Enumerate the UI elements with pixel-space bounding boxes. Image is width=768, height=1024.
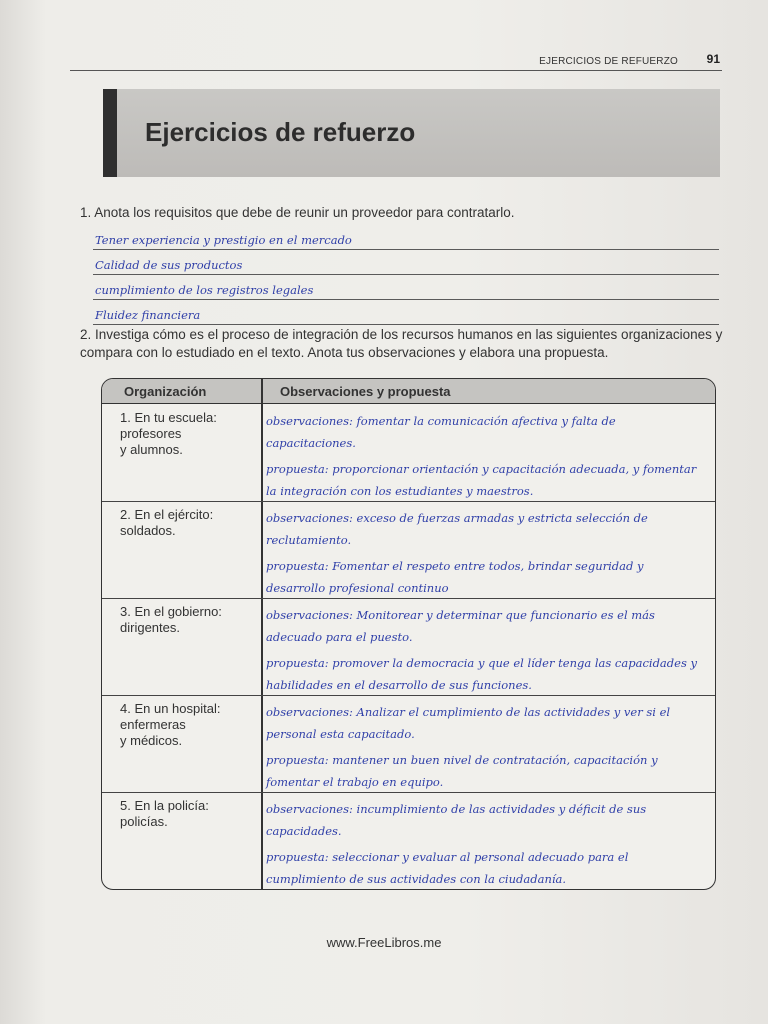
question-2-prompt: 2. Investiga cómo es el proceso de integración de los recursos humanos en las siguientes organizaciones y compara con lo estudiado en el texto. Anota tus observaciones y elabora una propuesta.: [80, 327, 723, 360]
table-row: [102, 695, 715, 793]
organization-cell: 4. En un hospital: enfermeras y médicos.: [120, 701, 221, 748]
table-row: [102, 792, 715, 889]
page-title: Ejercicios de refuerzo: [145, 117, 416, 147]
handwritten-observation: observaciones: incumplimiento de las actividades y déficit de sus capacidades.: [266, 802, 647, 838]
handwritten-observation: observaciones: Monitorear y determinar que funcionario es el más adecuado para el puesto.: [266, 608, 655, 644]
title-band: [103, 89, 720, 177]
observations-cell: [266, 507, 706, 603]
title-accent-bar: [103, 89, 117, 177]
handwritten-answer: cumplimiento de los registros legales: [95, 283, 314, 297]
organization-cell: 2. En el ejército: soldados.: [120, 507, 214, 538]
observations-cell: [266, 410, 706, 506]
observations-cell: [266, 604, 706, 700]
answer-line: [93, 275, 719, 300]
organizations-table: [101, 378, 716, 890]
handwritten-observation: observaciones: exceso de fuerzas armadas y estricta selección de reclutamiento.: [266, 511, 648, 547]
handwritten-proposal: propuesta: promover la democracia y que el líder tenga las capacidades y habilidades en el desarrollo de sus funciones.: [266, 656, 698, 692]
header-section-title: EJERCICIOS DE REFUERZO: [539, 56, 678, 67]
answer-line: [93, 300, 719, 325]
handwritten-answer: Tener experiencia y prestigio en el mercado: [95, 233, 352, 247]
table-row: [102, 598, 715, 696]
handwritten-observation: observaciones: Analizar el cumplimiento de las actividades y ver si el personal esta capacitado.: [266, 705, 671, 741]
answer-line: [93, 250, 719, 275]
handwritten-proposal: propuesta: Fomentar el respeto entre todos, brindar seguridad y desarrollo profesional continuo: [266, 559, 644, 595]
handwritten-answer: Calidad de sus productos: [95, 258, 243, 272]
question-1-answers: [93, 225, 719, 325]
table-row: [102, 404, 715, 502]
table-row: [102, 501, 715, 599]
organization-cell: 3. En el gobierno: dirigentes.: [120, 604, 222, 635]
handwritten-proposal: propuesta: proporcionar orientación y capacitación adecuada, y fomentar la integración con los estudiantes y maestros.: [266, 462, 697, 498]
question-1-prompt: 1. Anota los requisitos que debe de reunir un proveedor para contratarlo.: [80, 205, 515, 220]
handwritten-proposal: propuesta: seleccionar y evaluar al personal adecuado para el cumplimiento de sus actividades con la ciudadanía.: [266, 850, 629, 886]
observations-cell: [266, 798, 706, 890]
footer-url: www.FreeLibros.me: [326, 935, 442, 950]
handwritten-answer: Fluidez financiera: [95, 308, 201, 322]
observations-cell: [266, 701, 706, 797]
column-header-observations: Observaciones y propuesta: [280, 384, 451, 399]
table-header: [102, 379, 715, 404]
handwritten-proposal: propuesta: mantener un buen nivel de contratación, capacitación y fomentar el trabajo en equipo.: [266, 753, 658, 789]
page-number: 91: [706, 52, 720, 66]
organization-cell: 5. En la policía: policías.: [120, 798, 209, 829]
answer-line: [93, 225, 719, 250]
handwritten-observation: observaciones: fomentar la comunicación afectiva y falta de capacitaciones.: [266, 414, 616, 450]
column-header-organization: Organización: [124, 384, 207, 399]
organization-cell: 1. En tu escuela: profesores y alumnos.: [120, 410, 217, 457]
running-header: [70, 50, 722, 71]
